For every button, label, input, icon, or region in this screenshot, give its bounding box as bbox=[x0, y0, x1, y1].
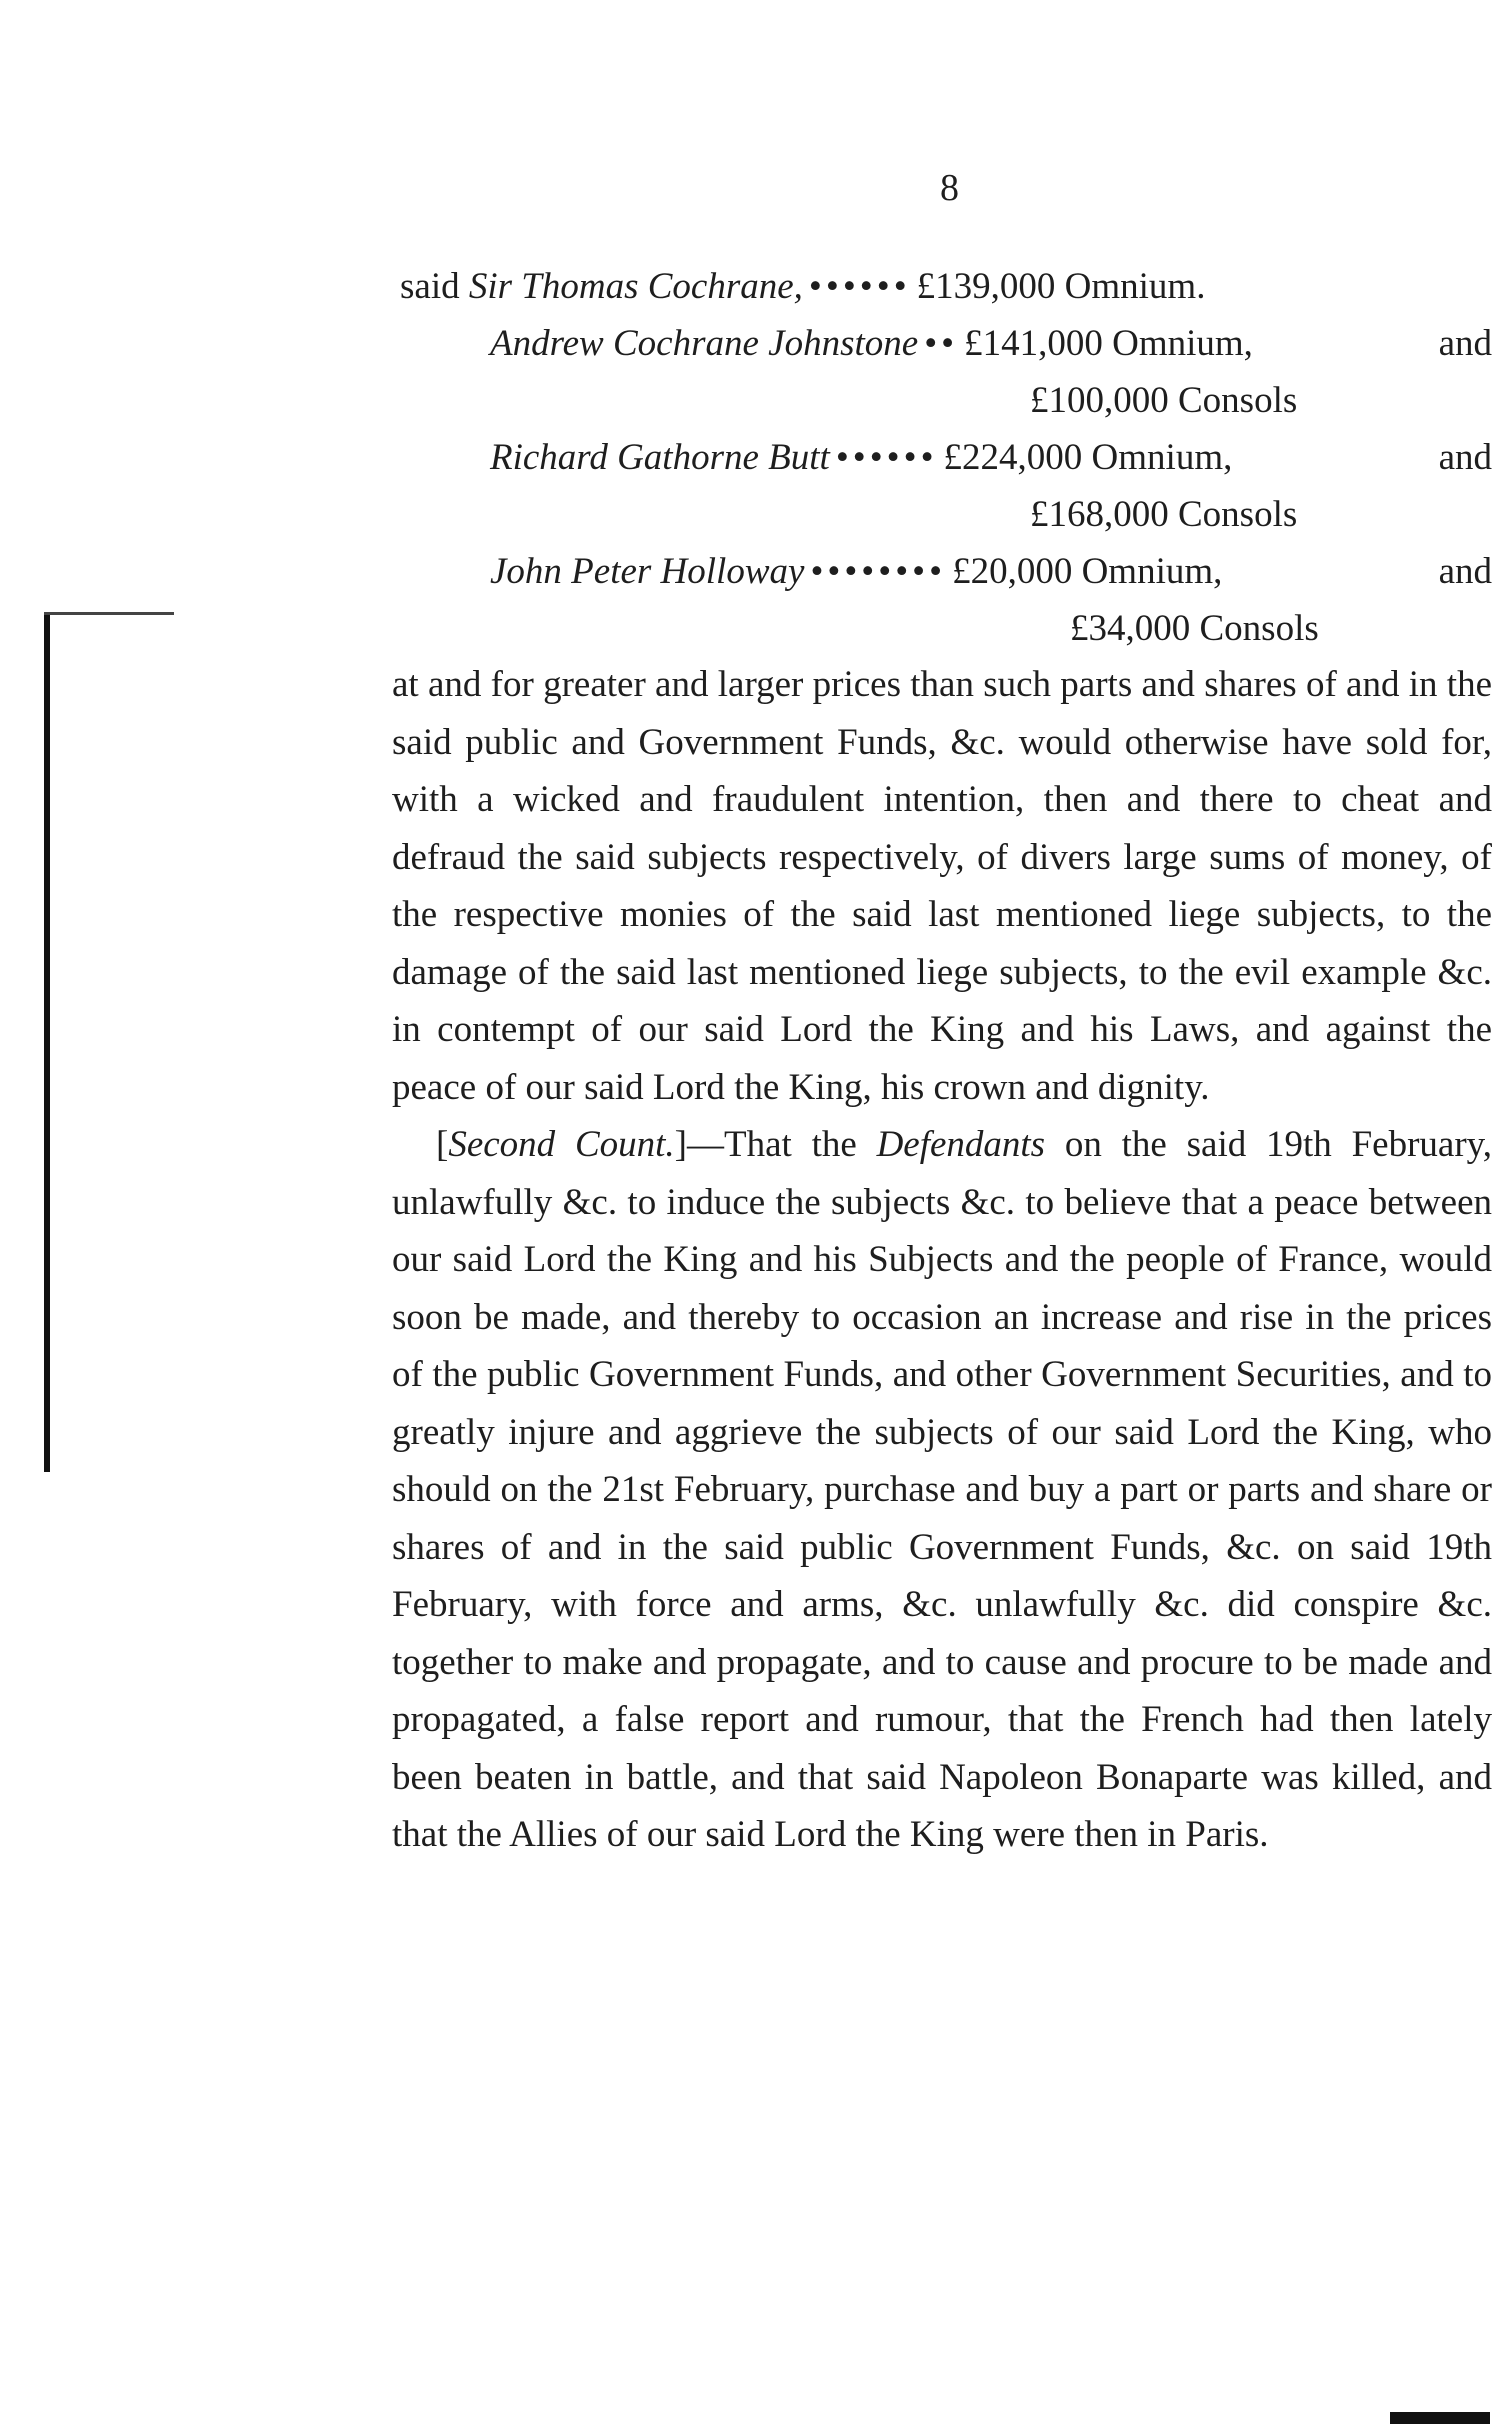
holding-dots: •••••• bbox=[808, 266, 911, 307]
body-text bbox=[392, 656, 1492, 1864]
holding-and: and bbox=[1438, 437, 1492, 478]
holding-continuation-text: £100,000 Consols bbox=[1030, 380, 1298, 421]
second-count-text: on the said 19th February, unlawfully &c. to induce the subjects &c. to believe that a peace between our said Lord the King and his Subjects and the people of France, would soon be made, and thereby to occasion an increase and rise in the prices of the public Government Funds, and other Government Securities, and to greatly injure and aggrieve the subjects of our said Lord the King, who should on the 21st February, purchase and buy a part or parts and share or shares of and in the said public Government Funds, &c. on said 19th February, with force and arms, &c. unlawfully &c. did conspire &c. together to make and propagate, and to cause and procure to be made and propagated, a false report and rumour, that the French had then lately been beaten in battle, and that said Napoleon Bonaparte was killed, and that the Allies of our said Lord the King were then in Paris. bbox=[392, 1124, 1492, 1855]
holding-continuation bbox=[400, 486, 1492, 543]
holding-continuation-text: £34,000 Consols bbox=[1070, 608, 1319, 649]
holding-name: Andrew Cochrane Johnstone bbox=[490, 323, 919, 364]
holding-line bbox=[400, 543, 1492, 600]
bottom-mark bbox=[1390, 2412, 1490, 2424]
holding-line bbox=[400, 315, 1492, 372]
defendants-term: Defendants bbox=[876, 1124, 1046, 1165]
holding-and: and bbox=[1438, 323, 1492, 364]
count-label: Second Count. bbox=[448, 1124, 675, 1165]
holding-dots: •••••• bbox=[835, 437, 938, 478]
holding-line bbox=[400, 258, 1492, 315]
holding-name: Sir Thomas Cochrane, bbox=[468, 266, 803, 307]
holding-name: John Peter Holloway bbox=[490, 551, 805, 592]
holding-amount: £139,000 Omnium. bbox=[916, 266, 1206, 307]
first-count-paragraph: at and for greater and larger prices than such parts and shares of and in the said public and Government Funds, &c. would otherwise have sold for, with a wicked and fraudulent intention, then and there to cheat and defraud the said subjects respectively, of divers large sums of money, of the respective monies of the said last mentioned liege subjects, to the damage of the said last mentioned liege subjects, to the evil example &c. in contempt of our said Lord the King and his Laws, and against the peace of our said Lord the King, his crown and dignity. bbox=[392, 664, 1492, 1108]
holding-continuation bbox=[400, 372, 1492, 429]
count-bracket-close: ]—That the bbox=[674, 1124, 877, 1165]
margin-bracket-top bbox=[44, 612, 174, 615]
holding-dots: •• bbox=[924, 323, 959, 364]
holding-name: Richard Gathorne Butt bbox=[490, 437, 830, 478]
holding-dots: •••••••• bbox=[810, 551, 947, 592]
holding-continuation-text: £168,000 Consols bbox=[1030, 494, 1298, 535]
holding-amount: £141,000 Omnium, bbox=[964, 323, 1253, 364]
holdings-list bbox=[400, 258, 1492, 657]
holding-amount: £20,000 Omnium, bbox=[952, 551, 1223, 592]
holding-prefix: said bbox=[400, 266, 469, 307]
holding-and: and bbox=[1438, 551, 1492, 592]
margin-bracket bbox=[44, 612, 50, 1472]
holding-continuation bbox=[400, 600, 1492, 657]
page-number: 8 bbox=[940, 167, 959, 209]
count-bracket-open: [ bbox=[436, 1124, 449, 1165]
holding-amount: £224,000 Omnium, bbox=[943, 437, 1233, 478]
second-count-paragraph bbox=[392, 1116, 1492, 1864]
holding-line bbox=[400, 429, 1492, 486]
